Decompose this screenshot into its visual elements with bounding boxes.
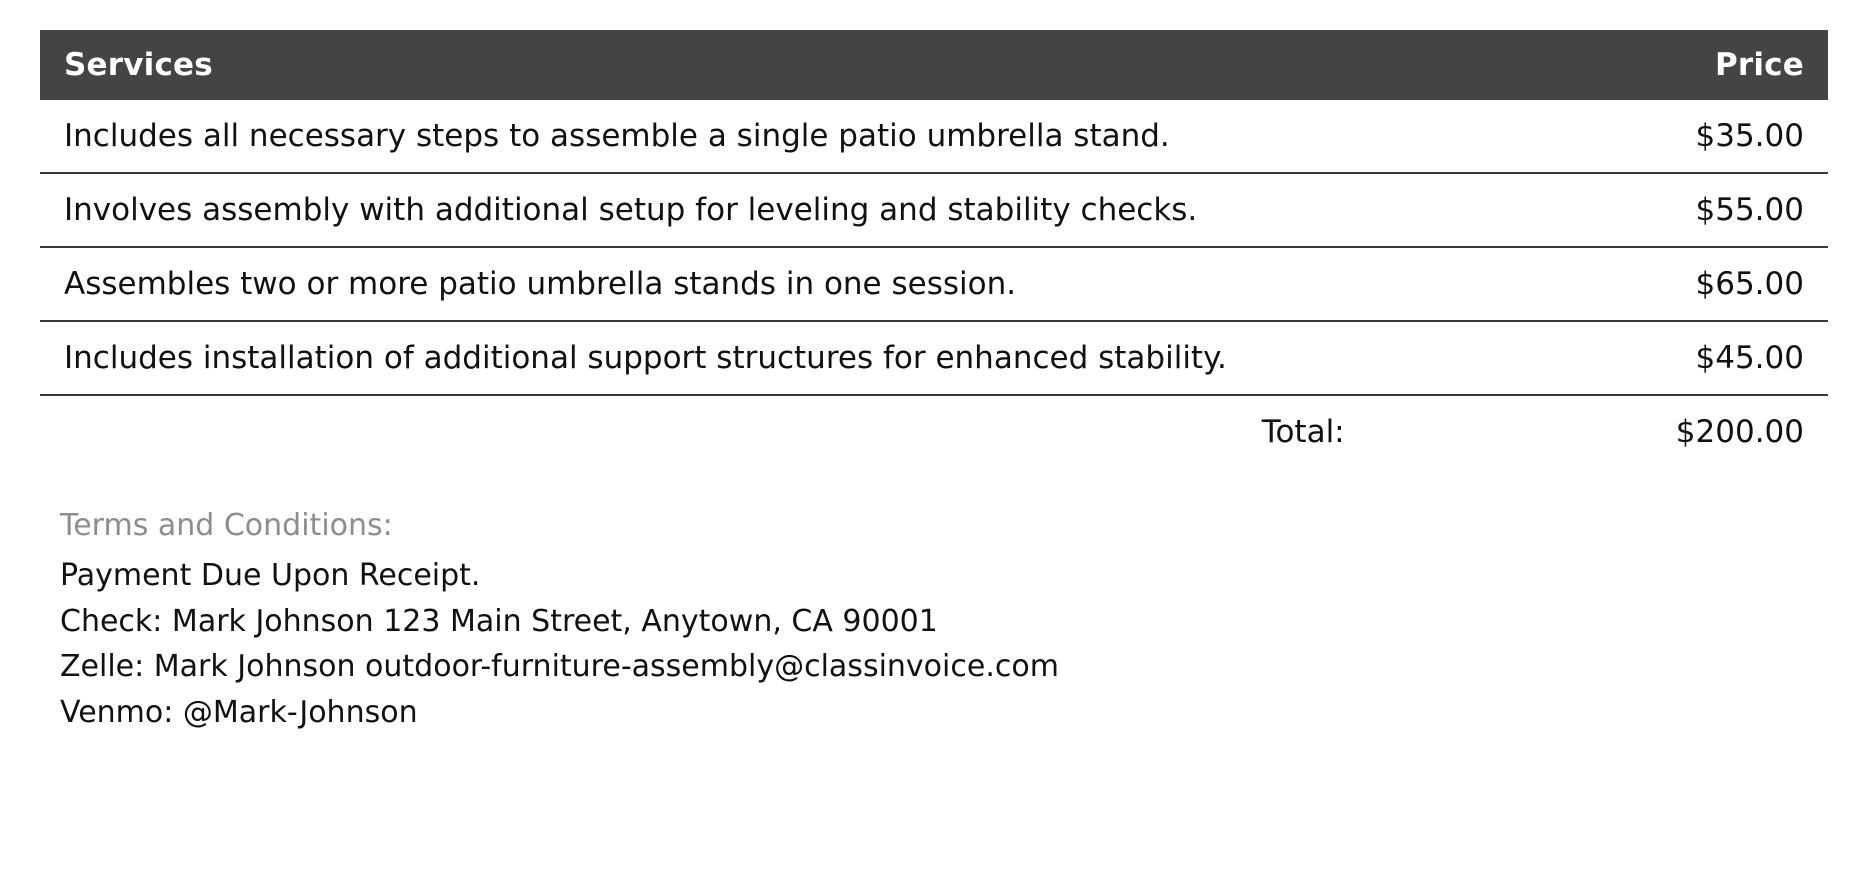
service-description: Includes all necessary steps to assemble a single patio umbrella stand.	[40, 100, 1435, 173]
terms-and-conditions	[40, 508, 1828, 735]
service-description: Includes installation of additional support structures for enhanced stability.	[40, 321, 1435, 395]
terms-line-check: Check: Mark Johnson 123 Main Street, Anytown, CA 90001	[60, 603, 938, 639]
service-description: Assembles two or more patio umbrella stands in one session.	[40, 247, 1435, 321]
service-price: $45.00	[1435, 321, 1828, 395]
service-price: $35.00	[1435, 100, 1828, 173]
service-description: Involves assembly with additional setup for leveling and stability checks.	[40, 173, 1435, 247]
table-total-row	[40, 395, 1828, 468]
table-row	[40, 173, 1828, 247]
terms-title: Terms and Conditions:	[60, 508, 393, 543]
column-header-price: Price	[1435, 30, 1828, 100]
table-row	[40, 247, 1828, 321]
table-row	[40, 321, 1828, 395]
column-header-services: Services	[40, 30, 1435, 100]
services-price-table	[40, 30, 1828, 468]
table-body	[40, 100, 1828, 468]
table-header-row	[40, 30, 1828, 100]
total-amount: $200.00	[1675, 414, 1804, 450]
total-label: Total:	[1261, 414, 1345, 450]
table-header	[40, 30, 1828, 100]
table-row	[40, 100, 1828, 173]
terms-line-payment: Payment Due Upon Receipt.	[60, 558, 481, 593]
service-price: $55.00	[1435, 173, 1828, 247]
terms-line-venmo: Venmo: @Mark-Johnson	[60, 694, 418, 730]
service-price: $65.00	[1435, 247, 1828, 321]
terms-line-zelle: Zelle: Mark Johnson outdoor-furniture-assembly@classinvoice.com	[60, 649, 1059, 685]
